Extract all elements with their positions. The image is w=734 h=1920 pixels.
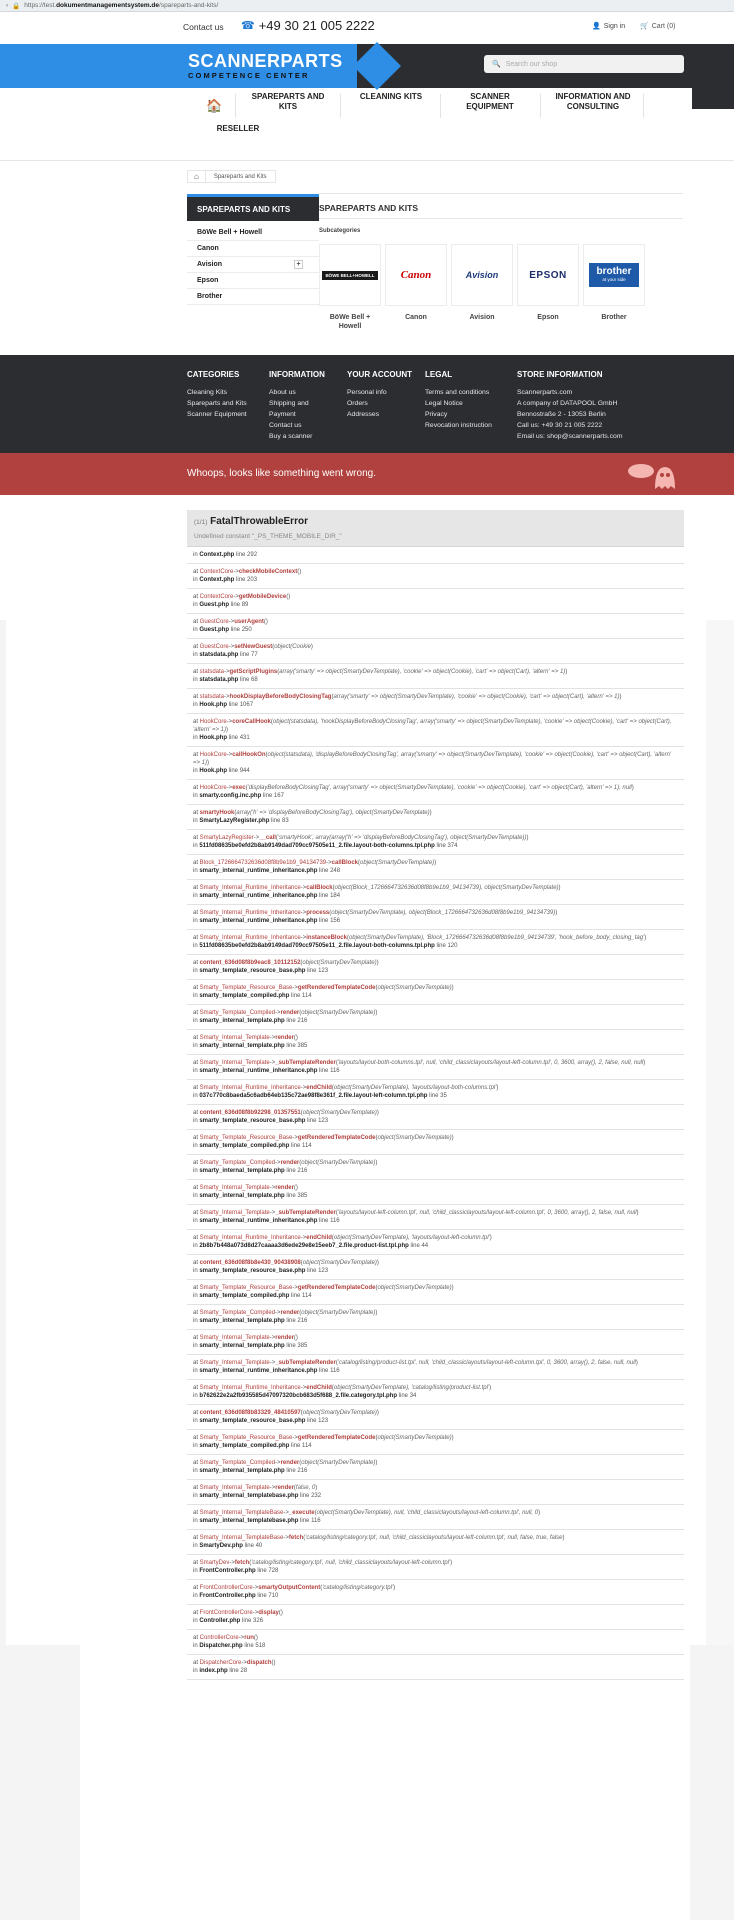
footer-information-title: INFORMATION [269, 370, 325, 379]
brand-card-bowe[interactable] [319, 244, 381, 306]
stack-frame: at content_636d08f8b8e430_90438908(object(SmartyDevTemplate)) in smarty_template_resource_base.php line 123 [187, 1255, 684, 1280]
subcategories-label: Subcategories [319, 228, 361, 234]
lock-icon: 🔒 [12, 2, 21, 10]
store-line[interactable]: Call us: +49 30 21 005 2222 [517, 422, 603, 429]
nav-divider [440, 94, 441, 118]
footer-link[interactable]: Contact us [269, 422, 302, 429]
error-type: FatalThrowableError [210, 516, 308, 527]
content-divider [319, 218, 683, 219]
user-icon: 👤 [592, 23, 601, 30]
avision-logo: Avision [465, 270, 499, 280]
brand-name-bowe[interactable]: BöWe Bell + Howell [329, 314, 371, 330]
top-bar [0, 12, 734, 44]
footer-link[interactable]: Terms and conditions [425, 389, 490, 396]
canon-logo: Canon [400, 269, 432, 281]
stack-frame: at FrontControllerCore->display() in Controller.php line 326 [187, 1605, 684, 1630]
footer-information [269, 370, 325, 442]
stack-frame: at Smarty_Internal_Runtime_Inheritance->endChild(object(SmartyDevTemplate), 'layouts/layout-left-column.tpl') in 2b8b7b448a073d8d27caaaa3d6ede29e8e15eeb7_2.file.product-list.tpl.php line 44 [187, 1230, 684, 1255]
cart-icon: 🛒 [640, 23, 649, 30]
footer-link[interactable]: Addresses [347, 411, 380, 418]
stack-frame: at SmartyDev->fetch('catalog/listing/category.tpl', null, 'child_classiclayouts/layout-left-column.tpl') in FrontController.php line 728 [187, 1555, 684, 1580]
stack-frame: at Smarty_Internal_Template->render() in smarty_internal_template.php line 385 [187, 1180, 684, 1205]
footer-account-title: YOUR ACCOUNT [347, 370, 413, 379]
stack-frame: at content_636d08f8b9eac8_10112152(object(SmartyDevTemplate)) in smarty_template_resource_base.php line 123 [187, 955, 684, 980]
content-divider [319, 193, 683, 194]
error-stack-panel [187, 510, 684, 1680]
store-line[interactable]: Email us: shop@scannerparts.com [517, 433, 623, 440]
stack-frame: at ContextCore->getMobileDevice() in Guest.php line 89 [187, 589, 684, 614]
logo-subtitle: COMPETENCE CENTER [188, 71, 310, 80]
footer-link[interactable]: Scanner Equipment [187, 411, 247, 418]
breadcrumb [187, 170, 276, 183]
stack-frame: at Smarty_Internal_Runtime_Inheritance->endChild(object(SmartyDevTemplate), 'catalog/listing/product-list.tpl') in b762622e2a2fb935585d47097320bcb683d5f688_2.file.category.tpl.php line 34 [187, 1380, 684, 1405]
nav-item-scanner-equipment[interactable]: SCANNER EQUIPMENT [466, 92, 514, 111]
url-text[interactable]: https://test.dokumentmanagementsystem.de/spareparts-and-kits/ [24, 2, 219, 9]
stack-frame: at Smarty_Internal_Template->render() in smarty_internal_template.php line 385 [187, 1030, 684, 1055]
stack-frame: at Smarty_Internal_Template->render(false, 0) in smarty_internal_templatebase.php line 232 [187, 1480, 684, 1505]
stack-frame: at SmartyLazyRegister->__call('smartyHook', array(array('h' => 'displayBeforeBodyClosingTag'), object(SmartyDevTemplate))) in 511fd08635be0efd2b8ab9149dad709cc97505e11_2.file.layout-both-columns.tpl.php line 374 [187, 830, 684, 855]
store-line: Scannerparts.com [517, 389, 573, 396]
brand-card-canon[interactable] [385, 244, 447, 306]
footer-account [347, 370, 412, 420]
page-side-gutter-left [0, 620, 6, 1645]
stack-frame: at Smarty_Internal_Template->_subTemplateRender('layouts/layout-both-columns.tpl', null, 'child_classiclayouts/layout-left-column.tpl', 0, 3600, array(), 2, false, null, null) in smarty_internal_runtime_inheritance.php line 116 [187, 1055, 684, 1080]
logo-diamond [353, 42, 401, 90]
store-line: A company of DATAPOOL GmbH [517, 400, 618, 407]
footer-link[interactable]: About us [269, 389, 296, 396]
stack-frame: at HookCore->callHookOn(object(statsdata), 'displayBeforeBodyClosingTag', array('smarty' => object(SmartyDevTemplate), 'cookie' => object(Cookie), 'cart' => object(Cart), 'altern' => 1)) in Hook.php line 944 [187, 747, 684, 780]
brand-card-brother[interactable] [583, 244, 645, 306]
page-side-gutter-bottom-left [0, 1645, 80, 1920]
header-divider [0, 160, 734, 161]
stack-frames [187, 547, 684, 1680]
footer-link[interactable]: Personal info [347, 389, 387, 396]
category-title: SPAREPARTS AND KITS [319, 203, 419, 213]
brother-logo: brother at your side [589, 263, 639, 287]
store-line: Bennostraße 2 - 13053 Berlin [517, 411, 606, 418]
stack-frame: at Smarty_Internal_Runtime_Inheritance->instanceBlock(object(SmartyDevTemplate), 'Block_1726664732636d08f8b9e1b9_94134739', 'hook_before_body_closing_tag') in 511fd08635be0efd2b8ab9149dad709cc97505e11_2.file.layout-both-columns.tpl.php line 120 [187, 930, 684, 955]
stack-frame: at statsdata->hookDisplayBeforeBodyClosingTag(array('smarty' => object(SmartyDevTemplate), 'cookie' => object(Cookie), 'cart' => object(Cart), 'altern' => 1)) in Hook.php line 1067 [187, 689, 684, 714]
stack-frame: at FrontControllerCore->smartyOutputContent('catalog/listing/category.tpl') in FrontController.php line 710 [187, 1580, 684, 1605]
stack-frame: at Smarty_Template_Compiled->render(object(SmartyDevTemplate)) in smarty_internal_template.php line 216 [187, 1155, 684, 1180]
sidebar-item-avision[interactable]: Avision + [187, 257, 319, 273]
stack-frame: at ContextCore->checkMobileContext() in Context.php line 203 [187, 564, 684, 589]
footer-legal [425, 370, 492, 431]
stack-frame: at Smarty_Internal_Template->_subTemplateRender('catalog/listing/product-list.tpl', null, 'child_classiclayouts/layout-left-column.tpl', 0, 3600, array(), 2, false, null, null) in smarty_internal_runtime_inheritance.php line 116 [187, 1355, 684, 1380]
stack-frame: at statsdata->getScriptPlugins(array('smarty' => object(SmartyDevTemplate), 'cookie' => object(Cookie), 'cart' => object(Cart), 'altern' => 1)) in statsdata.php line 68 [187, 664, 684, 689]
stack-frame: at GuestCore->setNewGuest(object(Cookie) in statsdata.php line 77 [187, 639, 684, 664]
stack-frame: at HookCore->coreCallHook(object(statsdata), 'hookDisplayBeforeBodyClosingTag', array('smarty' => object(SmartyDevTemplate), 'cookie' => object(Cookie), 'cart' => object(Cart), 'altern' => 1)) in Hook.php line 431 [187, 714, 684, 747]
brand-name-epson[interactable]: Epson [537, 314, 559, 321]
brand-name-canon[interactable]: Canon [405, 314, 427, 321]
error-header [187, 510, 684, 547]
stack-frame: at smartyHook(array('h' => 'displayBeforeBodyClosingTag'), object(SmartyDevTemplate)) in SmartyLazyRegister.php line 83 [187, 805, 684, 830]
nav-item-information[interactable]: INFORMATION AND CONSULTING [555, 92, 631, 111]
epson-logo: EPSON [529, 269, 567, 281]
stack-frame: at GuestCore->userAgent() in Guest.php line 250 [187, 614, 684, 639]
ghost-icon [625, 459, 679, 491]
brand-bar-extension [692, 88, 734, 109]
breadcrumb-current[interactable]: Spareparts and Kits [213, 173, 267, 180]
browser-url-bar[interactable] [0, 0, 734, 12]
stack-frame: at Block_1726664732636d08f8b9e1b9_94134739->callBlock(object(SmartyDevTemplate)) in smarty_internal_runtime_inheritance.php line 248 [187, 855, 684, 880]
footer-link[interactable]: Orders [347, 400, 368, 407]
stack-frame: at Smarty_Internal_TemplateBase->_execute(object(SmartyDevTemplate), null, 'child_classiclayouts/layout-left-column.tpl', null, 0) in smarty_internal_templatebase.php line 116 [187, 1505, 684, 1530]
footer-link[interactable]: Privacy [425, 411, 448, 418]
nav-divider [643, 94, 644, 118]
footer-store-title: STORE INFORMATION [517, 370, 603, 379]
footer-link[interactable]: Shipping and Payment [269, 400, 309, 418]
footer-legal-title: LEGAL [425, 370, 453, 379]
back-icon[interactable]: ‹ [6, 2, 9, 9]
sidebar-item-canon[interactable]: Canon [187, 241, 319, 257]
stack-frame: at Smarty_Internal_Runtime_Inheritance->endChild(object(SmartyDevTemplate), 'layouts/layout-both-columns.tpl') in 037c770c8baeda5c6adb64eb135c72ae98f8e361f_2.file.layout-left-column.tpl.php line 35 [187, 1080, 684, 1105]
stack-frame: at Smarty_Internal_Runtime_Inheritance->callBlock(object(Block_1726664732636d08f8b9e1b9_94134739), object(SmartyDevTemplate)) in smarty_internal_runtime_inheritance.php line 184 [187, 880, 684, 905]
stack-frame: at HookCore->exec('displayBeforeBodyClosingTag', array('smarty' => object(SmartyDevTemplate), 'cookie' => object(Cookie), 'cart' => object(Cart), 'altern' => 1), null) in smarty.config.inc.php line 167 [187, 780, 684, 805]
footer-link[interactable]: Cleaning Kits [187, 389, 228, 396]
footer-link[interactable]: Spareparts and Kits [187, 400, 247, 407]
brand-bar [0, 44, 734, 88]
footer-categories [187, 370, 247, 420]
brand-name-avision[interactable]: Avision [469, 314, 495, 321]
stack-frame: at content_636d08f8b92298_01357551(object(SmartyDevTemplate)) in smarty_template_resource_base.php line 123 [187, 1105, 684, 1130]
page-side-gutter-bottom-right [690, 1645, 734, 1920]
stack-frame: at ControllerCore->run() in Dispatcher.php line 518 [187, 1630, 684, 1655]
home-icon[interactable]: 🏠 [206, 98, 223, 113]
expand-plus-icon[interactable]: + [294, 260, 303, 269]
stack-frame: at content_636d08f8b83329_48410597(object(SmartyDevTemplate)) in smarty_template_resource_base.php line 123 [187, 1405, 684, 1430]
cart-link[interactable]: 🛒 Cart (0) [640, 22, 676, 30]
stack-frame: at Smarty_Template_Compiled->render(object(SmartyDevTemplate)) in smarty_internal_template.php line 216 [187, 1005, 684, 1030]
contact-us-link[interactable]: Contact us [183, 22, 224, 32]
nav-item-spareparts[interactable]: SPAREPARTS AND KITS [251, 92, 325, 111]
stack-frame: at Smarty_Template_Resource_Base->getRenderedTemplateCode(object(SmartyDevTemplate)) in smarty_template_compiled.php line 114 [187, 980, 684, 1005]
footer-categories-title: CATEGORIES [187, 370, 240, 379]
error-message: Undefined constant "_PS_THEME_MOBILE_DIR_" [194, 533, 342, 540]
sidebar-item-epson[interactable]: Epson [187, 273, 319, 289]
main-nav [0, 88, 692, 140]
error-count: (1/1) [194, 519, 208, 526]
stack-frame: at Smarty_Template_Resource_Base->getRenderedTemplateCode(object(SmartyDevTemplate)) in smarty_template_compiled.php line 114 [187, 1430, 684, 1455]
stack-frame: at Smarty_Internal_TemplateBase->fetch('catalog/listing/category.tpl', null, 'child_classiclayouts/layout-left-column.tpl', null, false, true, false) in SmartyDev.php line 40 [187, 1530, 684, 1555]
brand-name-brother[interactable]: Brother [601, 314, 627, 321]
phone-icon: ☎ [241, 20, 255, 32]
nav-divider [340, 94, 341, 118]
nav-divider [540, 94, 541, 118]
error-banner [0, 453, 734, 495]
stack-frame: at Smarty_Internal_Runtime_Inheritance->process(object(SmartyDevTemplate), object(Block_1726664732636d08f8b9e1b9_94134739)) in smarty_internal_runtime_inheritance.php line 156 [187, 905, 684, 930]
nav-divider [235, 94, 236, 118]
stack-frame: at Smarty_Template_Resource_Base->getRenderedTemplateCode(object(SmartyDevTemplate)) in smarty_template_compiled.php line 114 [187, 1130, 684, 1155]
sidebar-item-bowe[interactable]: BöWe Bell + Howell [187, 225, 319, 241]
stack-frame: at Smarty_Template_Compiled->render(object(SmartyDevTemplate)) in smarty_internal_template.php line 216 [187, 1305, 684, 1330]
sidebar-item-brother[interactable]: Brother [187, 289, 319, 305]
nav-item-cleaning-kits[interactable]: CLEANING KITS [359, 92, 423, 101]
logo-name[interactable]: SCANNERPARTS [188, 51, 343, 71]
page-side-gutter-right [706, 620, 734, 1645]
error-banner-message: Whoops, looks like something went wrong. [187, 468, 376, 479]
stack-frame: at Smarty_Template_Compiled->render(object(SmartyDevTemplate)) in smarty_internal_template.php line 216 [187, 1455, 684, 1480]
brand-card-avision[interactable] [451, 244, 513, 306]
breadcrumb-home-icon[interactable]: ⌂ [188, 171, 206, 182]
footer-link[interactable]: Legal Notice [425, 400, 463, 407]
brand-card-epson[interactable] [517, 244, 579, 306]
bowe-logo: BÖWE BELL+HOWELL [322, 271, 377, 280]
stack-frame: at Smarty_Internal_Template->render() in smarty_internal_template.php line 385 [187, 1330, 684, 1355]
phone-number[interactable]: ☎ +49 30 21 005 2222 [241, 18, 375, 33]
search-icon: 🔍 [492, 61, 501, 68]
site-footer [0, 355, 734, 453]
stack-frame: in Context.php line 292 [187, 547, 684, 564]
footer-store-info [517, 370, 623, 442]
stack-frame: at Smarty_Template_Resource_Base->getRenderedTemplateCode(object(SmartyDevTemplate)) in smarty_template_compiled.php line 114 [187, 1280, 684, 1305]
search-input[interactable]: 🔍 Search our shop [484, 55, 684, 73]
stack-frame: at DispatcherCore->dispatch() in index.php line 28 [187, 1655, 684, 1680]
footer-link[interactable]: Buy a scanner [269, 433, 313, 440]
footer-link[interactable]: Revocation instruction [425, 422, 492, 429]
sign-in-link[interactable]: 👤 Sign in [592, 22, 626, 30]
stack-frame: at Smarty_Internal_Template->_subTemplateRender('layouts/layout-left-column.tpl', null, 'child_classiclayouts/layout-left-column.tpl', 0, 3600, array(), 2, false, null, null) in smarty_internal_runtime_inheritance.php line 116 [187, 1205, 684, 1230]
sidebar-title: SPAREPARTS AND KITS [187, 194, 319, 221]
nav-item-reseller[interactable]: RESELLER [216, 124, 260, 133]
